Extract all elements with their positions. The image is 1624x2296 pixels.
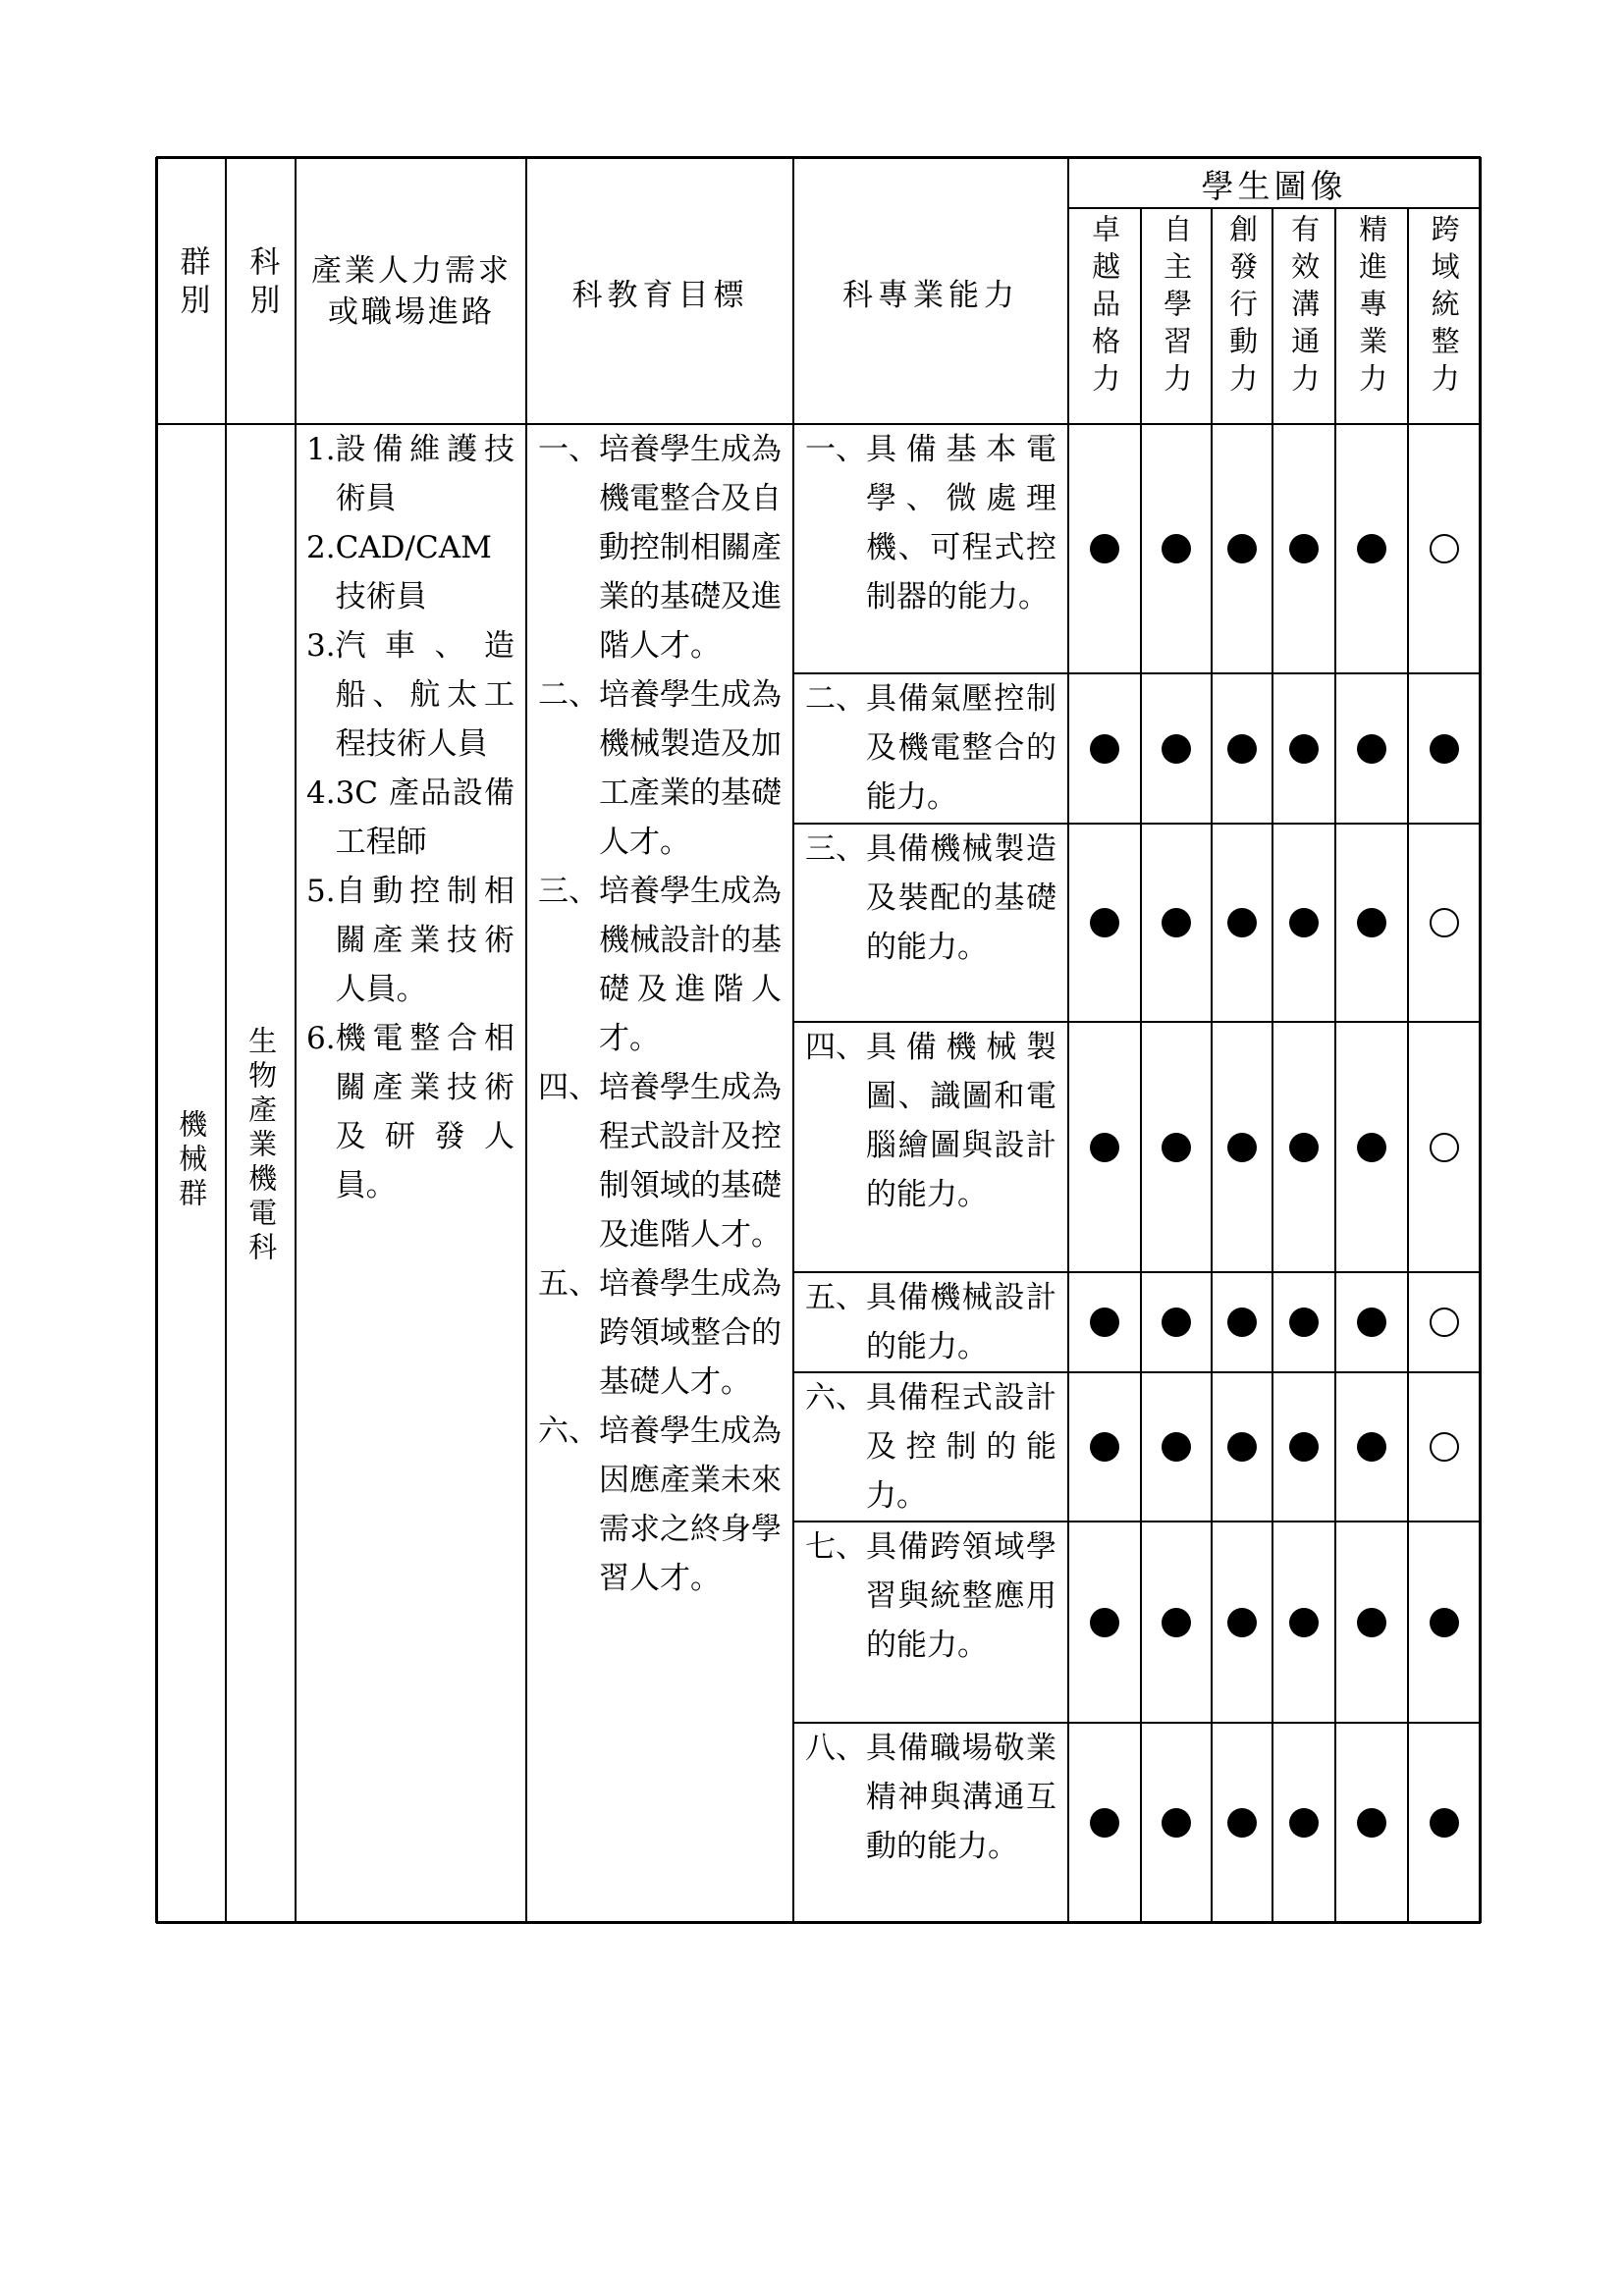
- ability-item: [805, 1724, 1056, 1871]
- filled-circle-icon: [1357, 1133, 1386, 1162]
- ability-text: 具備跨領域學習與統整應用的能力。: [866, 1529, 1056, 1663]
- header-goal: [527, 270, 793, 314]
- trait-header-text: 精進專業力: [1355, 214, 1389, 400]
- ability-row-2: [805, 674, 1056, 822]
- goal-item-text: 培養學生成為跨領域整合的基礎人才。: [599, 1266, 782, 1400]
- filled-circle-icon: [1227, 1608, 1257, 1637]
- group-value-cell: [157, 1109, 226, 1212]
- filled-circle-icon: [1090, 1432, 1119, 1462]
- goal-item-number: 四、: [538, 1070, 599, 1105]
- dept-value: 生物產業機電科: [244, 1026, 279, 1266]
- ability-number: 七、: [805, 1529, 866, 1565]
- grid-hline: [793, 1021, 1480, 1023]
- group-value: 機械群: [175, 1109, 209, 1212]
- grid-hline: [793, 1371, 1480, 1373]
- trait-header-5: [1335, 214, 1408, 400]
- filled-circle-icon: [1162, 734, 1191, 764]
- filled-circle-icon: [1162, 534, 1191, 563]
- trait-header-text: 自主學習力: [1160, 214, 1194, 400]
- filled-circle-icon: [1227, 1308, 1257, 1337]
- header-demand: [297, 250, 526, 333]
- filled-circle-icon: [1090, 1608, 1119, 1637]
- filled-circle-icon: [1357, 1432, 1386, 1462]
- ability-number: 四、: [805, 1030, 866, 1065]
- filled-circle-icon: [1090, 908, 1119, 937]
- empty-circle-icon: [1430, 1308, 1459, 1337]
- filled-circle-icon: [1357, 1608, 1386, 1637]
- goal-item-number: 六、: [538, 1414, 599, 1449]
- demand-item-number: 5.: [306, 874, 336, 909]
- ability-text: 具備職場敬業精神與溝通互動的能力。: [866, 1731, 1056, 1864]
- demand-item-text: 自動控制相關產業技術人員。: [335, 874, 514, 1007]
- ability-row-7: [805, 1522, 1056, 1670]
- ability-text: 具備氣壓控制及機電整合的能力。: [866, 681, 1056, 815]
- grid-vline: [1067, 157, 1069, 1922]
- goal-item: [538, 1407, 782, 1603]
- ability-row-1: [805, 425, 1056, 621]
- grid-hline: [793, 1722, 1480, 1724]
- ability-text: 具備機械製造及裝配的基礎的能力。: [866, 831, 1056, 965]
- header-group: [157, 245, 226, 322]
- goal-item-text: 培養學生成為機電整合及自動控制相關產業的基礎及進階人才。: [599, 432, 782, 664]
- filled-circle-icon: [1162, 1808, 1191, 1838]
- filled-circle-icon: [1357, 534, 1386, 563]
- filled-circle-icon: [1162, 1308, 1191, 1337]
- ability-item: [805, 425, 1056, 621]
- demand-item-number: 1.: [306, 432, 336, 467]
- filled-circle-icon: [1289, 1608, 1319, 1637]
- demand-item-text: 設備維護技術員: [335, 432, 514, 516]
- header-dept: [227, 245, 296, 322]
- filled-circle-icon: [1289, 1308, 1319, 1337]
- grid-vline: [295, 157, 297, 1922]
- demand-item-text: 3C 產品設備工程師: [335, 775, 514, 860]
- ability-text: 具備機械設計的能力。: [866, 1280, 1056, 1364]
- grid-vline: [1211, 208, 1213, 1922]
- grid-vline: [1334, 208, 1336, 1922]
- ability-row-4: [805, 1023, 1056, 1219]
- goal-list: [538, 425, 782, 1603]
- ability-text: 具備基本電學、微處理機、可程式控制器的能力。: [866, 432, 1056, 614]
- demand-item: [306, 621, 514, 769]
- header-demand-line-1: 產業人力需求: [311, 253, 512, 289]
- ability-item: [805, 1023, 1056, 1219]
- filled-circle-icon: [1430, 734, 1459, 764]
- ability-number: 八、: [805, 1731, 866, 1766]
- ability-row-8: [805, 1724, 1056, 1871]
- ability-text: 具備機械製圖、識圖和電腦繪圖與設計的能力。: [866, 1030, 1056, 1212]
- trait-header-1: [1068, 214, 1141, 400]
- filled-circle-icon: [1430, 1608, 1459, 1637]
- ability-number: 二、: [805, 681, 866, 717]
- goal-item: [538, 425, 782, 670]
- goal-item-text: 培養學生成為因應產業未來需求之終身學習人才。: [599, 1414, 782, 1596]
- filled-circle-icon: [1430, 1808, 1459, 1838]
- empty-circle-icon: [1430, 1133, 1459, 1162]
- grid-vline: [155, 157, 158, 1923]
- grid-vline: [1479, 157, 1482, 1923]
- goal-item-number: 三、: [538, 874, 599, 909]
- filled-circle-icon: [1227, 1432, 1257, 1462]
- goal-item-number: 二、: [538, 677, 599, 713]
- header-ability: [794, 270, 1067, 314]
- grid-vline: [1272, 208, 1273, 1922]
- demand-item-number: 2.: [306, 530, 336, 565]
- filled-circle-icon: [1162, 1432, 1191, 1462]
- demand-item: [306, 867, 514, 1014]
- demand-item: [306, 425, 514, 523]
- demand-item-text: 汽車、造船、航太工程技術人員: [335, 628, 514, 762]
- filled-circle-icon: [1227, 908, 1257, 937]
- trait-header-text: 創發行動力: [1225, 214, 1260, 400]
- goal-item-number: 一、: [538, 432, 599, 467]
- grid-vline: [792, 157, 794, 1922]
- grid-hline: [793, 823, 1480, 825]
- grid-vline: [1140, 208, 1142, 1922]
- ability-number: 三、: [805, 831, 866, 867]
- dept-value-cell: [227, 1026, 296, 1266]
- grid-hline: [1068, 207, 1480, 209]
- filled-circle-icon: [1289, 908, 1319, 937]
- trait-header-6: [1408, 214, 1480, 400]
- goal-item: [538, 867, 782, 1063]
- header-goal-text: 科教育目標: [571, 278, 749, 313]
- grid-vline: [225, 157, 227, 1922]
- goal-item: [538, 670, 782, 867]
- grid-vline: [1407, 208, 1409, 1922]
- filled-circle-icon: [1090, 534, 1119, 563]
- empty-circle-icon: [1430, 908, 1459, 937]
- filled-circle-icon: [1227, 1808, 1257, 1838]
- ability-item: [805, 1522, 1056, 1670]
- filled-circle-icon: [1090, 1133, 1119, 1162]
- grid-hline: [793, 672, 1480, 674]
- ability-number: 一、: [805, 432, 866, 467]
- goal-item-text: 培養學生成為機械設計的基礎及進階人才。: [599, 874, 782, 1056]
- trait-header-text: 卓越品格力: [1088, 214, 1122, 400]
- grid-hline: [156, 423, 1480, 425]
- header-portrait: [1068, 161, 1480, 207]
- grid-hline: [793, 1271, 1480, 1273]
- filled-circle-icon: [1227, 1133, 1257, 1162]
- ability-row-5: [805, 1273, 1056, 1371]
- filled-circle-icon: [1357, 734, 1386, 764]
- demand-item-number: 4.: [306, 775, 336, 811]
- grid-hline: [156, 1921, 1481, 1924]
- filled-circle-icon: [1289, 734, 1319, 764]
- header-portrait-text: 學生圖像: [1201, 167, 1347, 205]
- trait-header-text: 有效溝通力: [1287, 214, 1322, 400]
- filled-circle-icon: [1090, 1808, 1119, 1838]
- filled-circle-icon: [1289, 534, 1319, 563]
- grid-vline: [525, 157, 527, 1922]
- goal-item-text: 培養學生成為程式設計及控制領域的基礎及進階人才。: [599, 1070, 782, 1253]
- filled-circle-icon: [1289, 1133, 1319, 1162]
- demand-item-text: CAD/CAM 技術員: [335, 530, 492, 614]
- empty-circle-icon: [1430, 1432, 1459, 1462]
- trait-header-2: [1141, 214, 1212, 400]
- demand-item: [306, 523, 514, 621]
- goal-item-text: 培養學生成為機械製造及加工產業的基礎人才。: [599, 677, 782, 860]
- goal-item: [538, 1063, 782, 1259]
- header-demand-line-2: 或職場進路: [328, 294, 495, 330]
- trait-header-text: 跨域統整力: [1427, 214, 1461, 400]
- header-group-text: 群別: [174, 245, 210, 322]
- ability-number: 五、: [805, 1280, 866, 1315]
- ability-row-3: [805, 825, 1056, 972]
- demand-item-text: 機電整合相關產業技術及研發人員。: [335, 1021, 514, 1203]
- trait-header-4: [1272, 214, 1335, 400]
- demand-list: [306, 425, 514, 1210]
- goal-item: [538, 1259, 782, 1407]
- filled-circle-icon: [1162, 908, 1191, 937]
- filled-circle-icon: [1162, 1608, 1191, 1637]
- demand-item: [306, 769, 514, 867]
- ability-item: [805, 1273, 1056, 1371]
- filled-circle-icon: [1289, 1432, 1319, 1462]
- empty-circle-icon: [1430, 534, 1459, 563]
- ability-item: [805, 674, 1056, 822]
- trait-header-3: [1212, 214, 1272, 400]
- filled-circle-icon: [1357, 1808, 1386, 1838]
- filled-circle-icon: [1162, 1133, 1191, 1162]
- filled-circle-icon: [1357, 908, 1386, 937]
- filled-circle-icon: [1090, 734, 1119, 764]
- ability-number: 六、: [805, 1380, 866, 1415]
- filled-circle-icon: [1090, 1308, 1119, 1337]
- demand-item-number: 3.: [306, 628, 336, 664]
- grid-hline: [793, 1521, 1480, 1522]
- filled-circle-icon: [1289, 1808, 1319, 1838]
- goal-item-number: 五、: [538, 1266, 599, 1302]
- demand-item-number: 6.: [306, 1021, 336, 1056]
- header-dept-text: 科別: [244, 245, 280, 322]
- ability-text: 具備程式設計及控制的能力。: [866, 1380, 1056, 1514]
- filled-circle-icon: [1227, 734, 1257, 764]
- ability-item: [805, 825, 1056, 972]
- ability-item: [805, 1373, 1056, 1521]
- demand-item: [306, 1014, 514, 1210]
- filled-circle-icon: [1227, 534, 1257, 563]
- ability-row-6: [805, 1373, 1056, 1521]
- header-ability-text: 科專業能力: [842, 278, 1019, 313]
- grid-hline: [156, 156, 1481, 159]
- filled-circle-icon: [1357, 1308, 1386, 1337]
